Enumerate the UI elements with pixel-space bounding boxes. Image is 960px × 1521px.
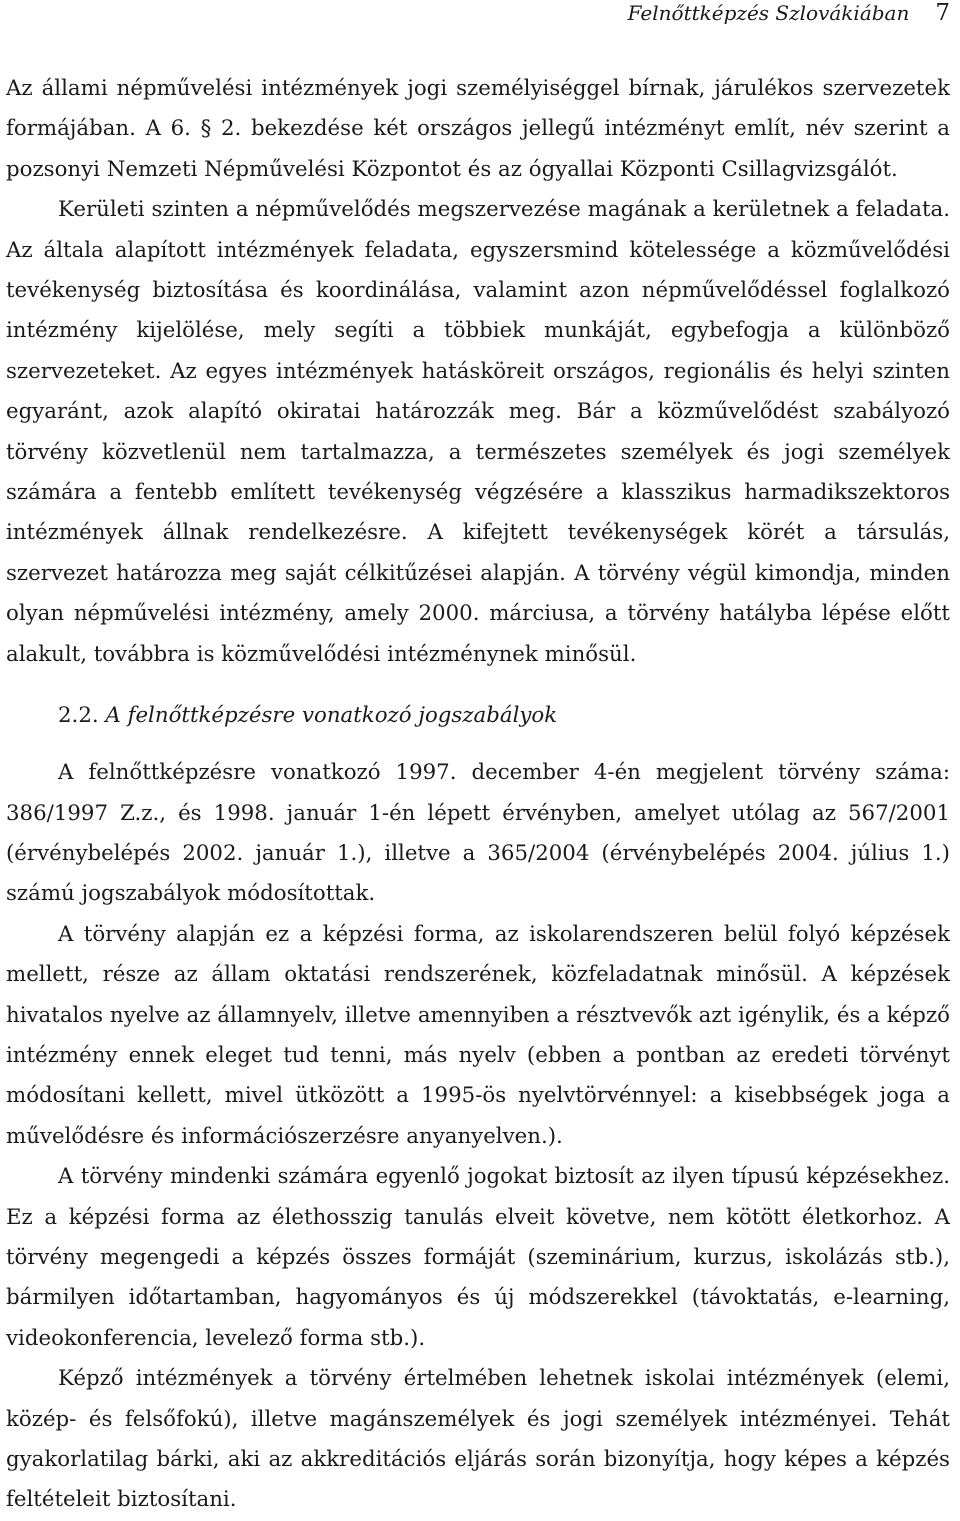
paragraph: A törvény alapján ez a képzési forma, az iskolarendszeren belül folyó képzések mellett, része az állam oktatási rendszerének, közfeladatnak minősül. A képzések hivatalos nyelve az államnyelv, illetve amennyiben a résztvevők azt igénylik, és a képző intézmény ennek eleget tud tenni, más nyelv (ebben a pontban az eredeti törvényt módosítani kellett, mivel ütközött a 1995-ös nyelvtörvénnyel: a kisebbségek joga a művelődésre és információszerzésre anyanyelven.). [6,921,950,1149]
body-text [6,69,950,1521]
document-page [6,0,950,1513]
paragraph: A felnőttképzésre vonatkozó 1997. december 4-én megjelent törvény száma: 386/1997 Z.z., és 1998. január 1-én lépett érvényben, amelyet utólag az 567/2001 (érvénybelépés 2002. január 1.), illetve a 365/2004 (érvénybelépés 2004. július 1.) számú jogszabályok módosítottak. [6,760,950,907]
paragraph: A törvény mindenki számára egyenlő jogokat biztosít az ilyen típusú képzésekhez. Ez a képzési forma az élethosszig tanulás elveit követve, nem kötött életkorhoz. A törvény megengedi a képzés összes formáját (szeminárium, kurzus, iskolázás stb.), bármilyen időtartamban, hagyományos és új módszerekkel (távoktatás, e-learning, videokonferencia, levelező forma stb.). [6,1164,950,1351]
running-title: Felnőttképzés Szlovákiában [627,1,910,25]
paragraph: Képző intézmények a törvény értelmében lehetnek iskolai intézmények (elemi, közép- és felsőfokú), illetve magánszemélyek és jogi személyek intézményei. Tehát gyakorlatilag bárki, aki az akkreditációs eljárás során bizonyítja, hogy képes a képzés feltételeit biztosítani. [6,1366,950,1513]
paragraph: Az állami népművelési intézmények jogi személyiséggel bírnak, járulékos szervezetek formájában. A 6. § 2. bekezdése két országos jellegű intézményt említ, név szerint a pozsonyi Nemzeti Népművelési Központot és az ógyallai Központi Csillagvizsgálót. [6,76,950,182]
section-number: 2.2. [58,703,99,729]
running-header [6,0,950,26]
page-number: 7 [935,0,950,26]
paragraph: Kerületi szinten a népművelődés megszervezése magának a kerületnek a feladata. Az általa alapított intézmények feladata, egyszersmind kötelessége a közművelődési tevékenység biztosítása és koordinálása, valamint azon népművelődéssel foglalkozó intézmény kijelölése, mely segíti a többiek munkáját, egybefogja a különböző szervezeteket. Az egyes intézmények hatásköreit országos, regionális és helyi szinten egyaránt, azok alapító okiratai határozzák meg. Bár a közművelődést szabályozó törvény közvetlenül nem tartalmazza, a természetes személyek és jogi személyek számára a fentebb említett tevékenység végzésére a klasszikus harmadikszektoros intézmények állnak rendelkezésre. A kifejtett tevékenységek körét a társulás, szervezet határozza meg saját célkitűzései alapján. A törvény végül kimondja, minden olyan népművelési intézmény, amely 2000. márciusa, a törvény hatályba lépése előtt alakult, továbbra is közművelődési intézménynek minősül. [6,197,950,667]
section-title: A felnőttképzésre vonatkozó jogszabályok [105,703,558,729]
section-heading [6,698,950,734]
